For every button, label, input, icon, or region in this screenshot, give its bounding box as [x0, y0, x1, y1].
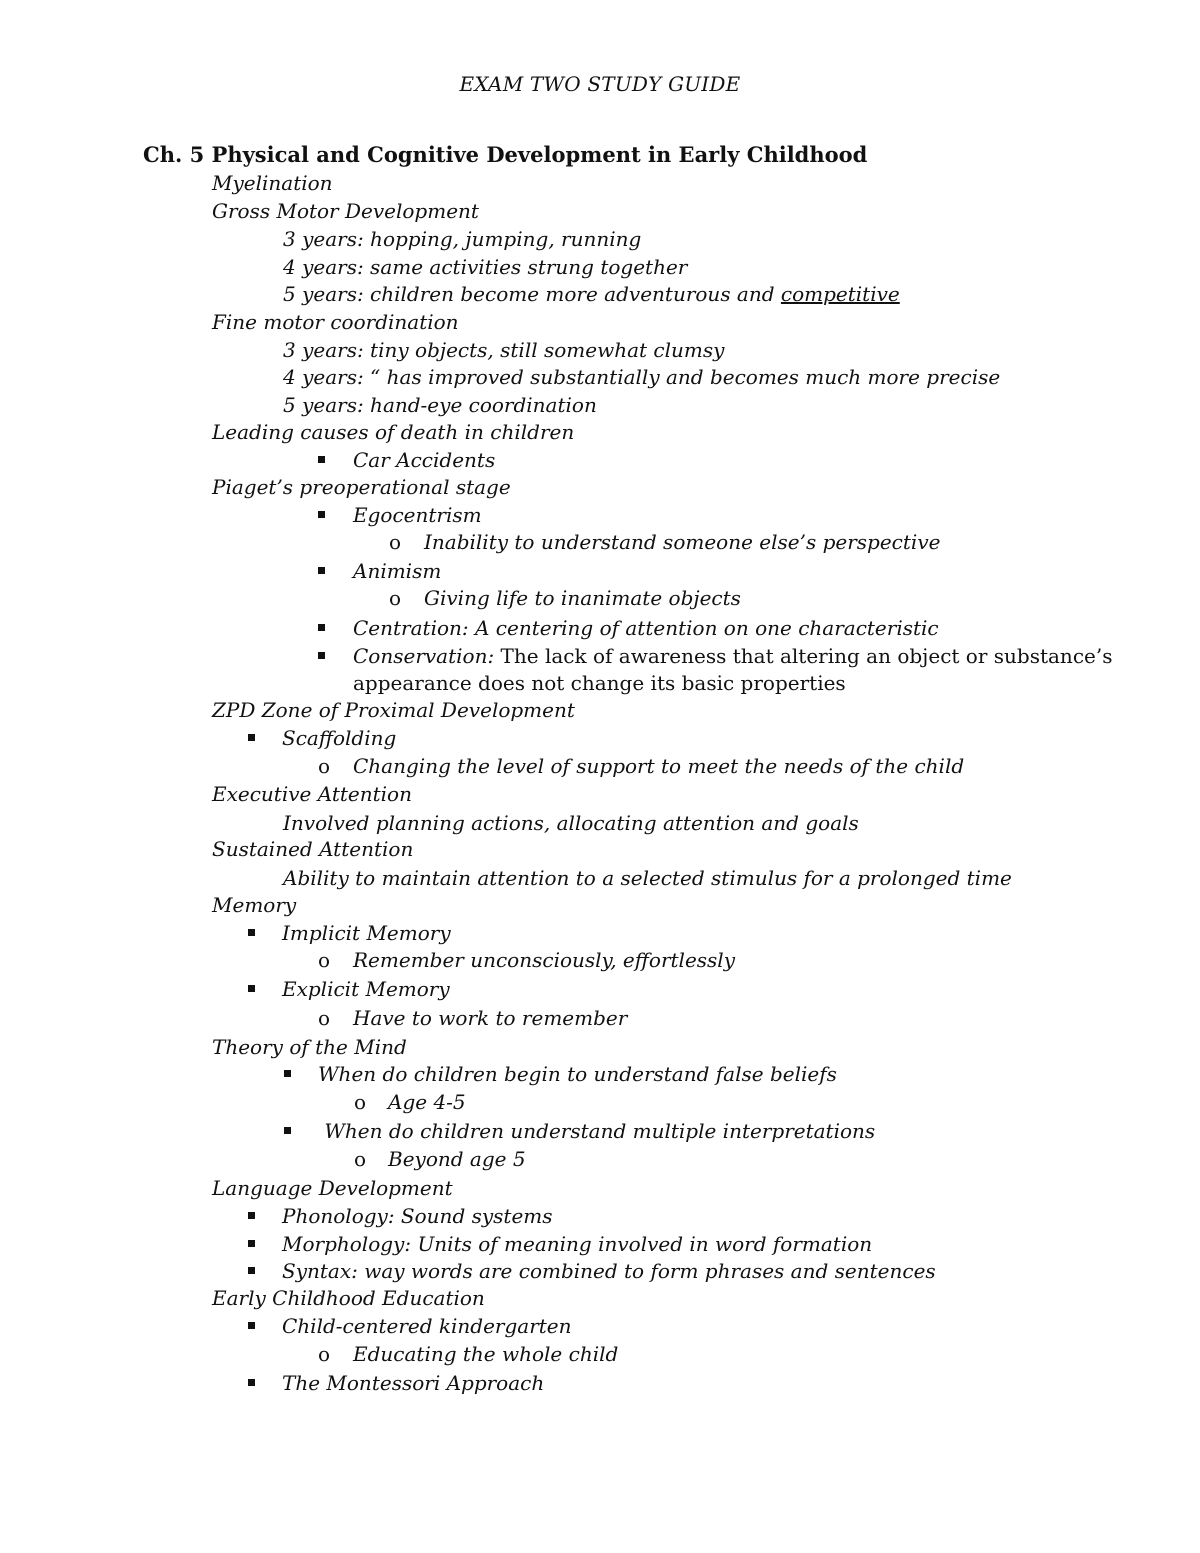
- topic-zpd: ZPD Zone of Proximal Development: [212, 698, 575, 722]
- circle-bullet-icon: o: [354, 1147, 367, 1171]
- piaget-animism: Animism: [353, 559, 442, 583]
- topic-sustained-attention: Sustained Attention: [212, 837, 414, 861]
- topic-language-development: Language Development: [212, 1176, 453, 1200]
- fine-motor-4-years: 4 years: “ has improved substantially and becomes much more precise: [283, 365, 1001, 389]
- square-bullet-icon: [318, 456, 325, 463]
- memory-explicit-definition: Have to work to remember: [353, 1006, 628, 1030]
- gross-motor-5-years: [283, 282, 900, 306]
- circle-bullet-icon: o: [389, 530, 402, 554]
- circle-bullet-icon: o: [389, 586, 402, 610]
- executive-attention-definition: Involved planning actions, allocating attention and goals: [283, 811, 859, 835]
- topic-executive-attention: Executive Attention: [212, 782, 412, 806]
- ece-child-centered: Child-centered kindergarten: [282, 1314, 572, 1338]
- sustained-attention-definition: Ability to maintain attention to a selected stimulus for a prolonged time: [283, 866, 1012, 890]
- conservation-term: Conservation:: [353, 644, 495, 668]
- square-bullet-icon: [318, 624, 325, 631]
- gross-motor-5-years-text: 5 years: children become more adventurous and: [283, 282, 781, 306]
- memory-explicit: Explicit Memory: [282, 977, 450, 1001]
- topic-leading-causes-death: Leading causes of death in children: [212, 420, 575, 444]
- ece-montessori: The Montessori Approach: [282, 1371, 545, 1395]
- tom-multiple-interpretations-answer: Beyond age 5: [388, 1147, 526, 1171]
- zpd-scaffolding: Scaffolding: [282, 726, 397, 750]
- piaget-egocentrism: Egocentrism: [353, 503, 482, 527]
- square-bullet-icon: [248, 1322, 255, 1329]
- circle-bullet-icon: o: [354, 1090, 367, 1114]
- topic-theory-of-mind: Theory of the Mind: [212, 1035, 407, 1059]
- square-bullet-icon: [248, 734, 255, 741]
- gross-motor-4-years: 4 years: same activities strung together: [283, 255, 688, 279]
- memory-implicit-definition: Remember unconsciously, effortlessly: [353, 948, 736, 972]
- topic-piaget: Piaget’s preoperational stage: [212, 475, 511, 499]
- circle-bullet-icon: o: [318, 1342, 331, 1366]
- tom-multiple-interpretations-question: When do children understand multiple interpretations: [318, 1119, 876, 1143]
- zpd-scaffolding-definition: Changing the level of support to meet the needs of the child: [353, 754, 965, 778]
- underlined-word-competitive: competitive: [780, 282, 900, 306]
- chapter-heading: Ch. 5 Physical and Cognitive Development in Early Childhood: [143, 142, 868, 167]
- document-title: EXAM TWO STUDY GUIDE: [459, 72, 741, 96]
- square-bullet-icon: [248, 1379, 255, 1386]
- circle-bullet-icon: o: [318, 1006, 331, 1030]
- circle-bullet-icon: o: [318, 948, 331, 972]
- circle-bullet-icon: o: [318, 754, 331, 778]
- memory-implicit: Implicit Memory: [282, 921, 451, 945]
- square-bullet-icon: [248, 985, 255, 992]
- topic-gross-motor: Gross Motor Development: [212, 199, 479, 223]
- piaget-centration: Centration: A centering of attention on one characteristic: [353, 616, 939, 640]
- language-phonology: Phonology: Sound systems: [282, 1204, 553, 1228]
- language-syntax: Syntax: way words are combined to form phrases and sentences: [282, 1259, 936, 1283]
- conservation-definition-continued: appearance does not change its basic properties: [353, 671, 846, 695]
- topic-myelination: Myelination: [212, 171, 333, 195]
- conservation-definition: The lack of awareness that altering an object or substance’s: [494, 644, 1113, 668]
- square-bullet-icon: [284, 1127, 291, 1134]
- tom-false-beliefs-question: When do children begin to understand false beliefs: [318, 1062, 837, 1086]
- square-bullet-icon: [248, 1267, 255, 1274]
- square-bullet-icon: [318, 511, 325, 518]
- fine-motor-5-years: 5 years: hand-eye coordination: [283, 393, 597, 417]
- square-bullet-icon: [318, 652, 325, 659]
- topic-fine-motor: Fine motor coordination: [212, 310, 459, 334]
- piaget-animism-definition: Giving life to inanimate objects: [424, 586, 741, 610]
- topic-early-childhood-education: Early Childhood Education: [212, 1286, 485, 1310]
- square-bullet-icon: [248, 929, 255, 936]
- square-bullet-icon: [248, 1212, 255, 1219]
- topic-memory: Memory: [212, 893, 297, 917]
- ece-child-centered-definition: Educating the whole child: [353, 1342, 619, 1366]
- gross-motor-3-years: 3 years: hopping, jumping, running: [283, 227, 642, 251]
- piaget-conservation: [353, 644, 1112, 668]
- tom-false-beliefs-answer: Age 4-5: [388, 1090, 466, 1114]
- fine-motor-3-years: 3 years: tiny objects, still somewhat clumsy: [283, 338, 725, 362]
- language-morphology: Morphology: Units of meaning involved in word formation: [282, 1232, 873, 1256]
- square-bullet-icon: [318, 567, 325, 574]
- death-item-car-accidents: Car Accidents: [353, 448, 496, 472]
- piaget-egocentrism-definition: Inability to understand someone else’s perspective: [424, 530, 941, 554]
- square-bullet-icon: [284, 1070, 291, 1077]
- square-bullet-icon: [248, 1240, 255, 1247]
